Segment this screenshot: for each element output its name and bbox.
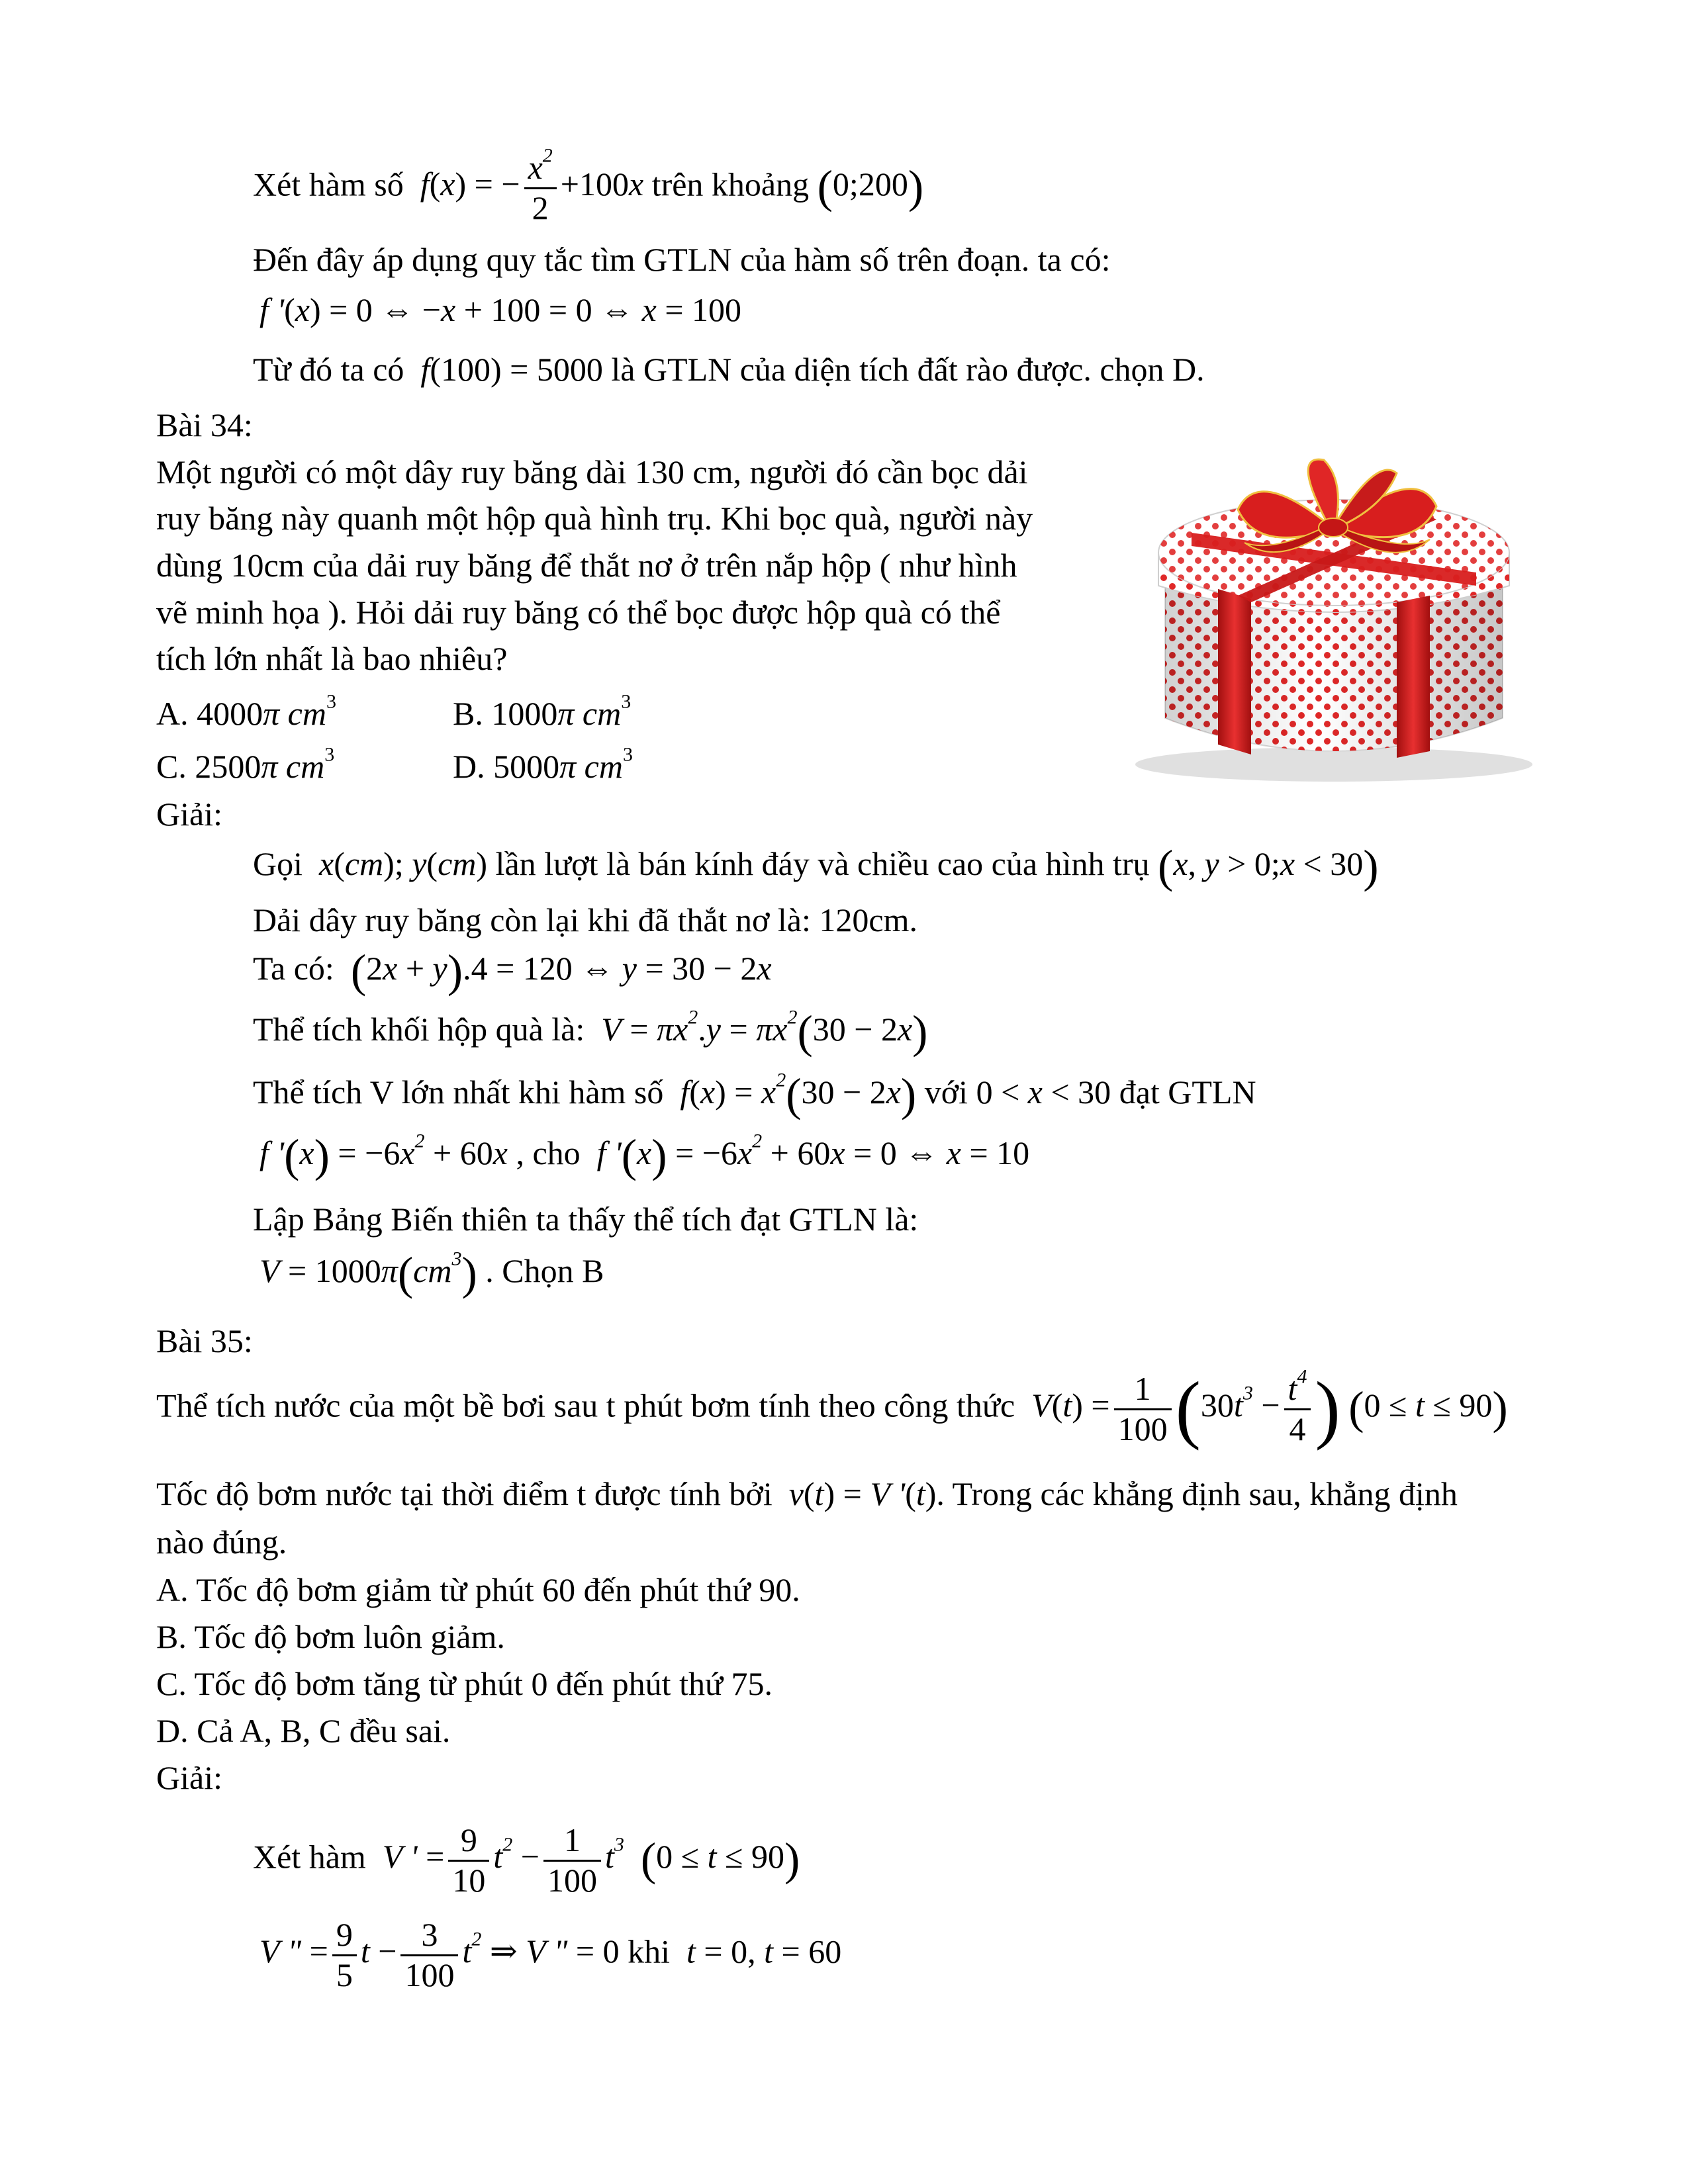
option-d: D. 5000π $cm^3$ [453,743,633,785]
bai35-problem-line-1: Thể tích nước của một bề bơi sau t phút bơm tính theo công thức V(t) = $\frac{1}{100}$ ($30t^3$ − $\frac{t^4}{4}$ ) (0 ≤ t ≤ 90) [156,1365,1508,1451]
bai35-title: Bài 35: [156,1322,253,1359]
formula: $f(x) = x^2(30 - 2x)$ [671,1069,917,1121]
bai35-giai-label: Giải: [156,1759,222,1796]
intro-line-4: Từ đó ta có f(100) = 5000 là GTLN của diện tích đất rào được. chọn D. [253,351,1205,388]
formula: v(t) = V '(t) [780,1475,937,1512]
solution-line-6: f '$(x) = -6x^2 + 60x$ , cho f '$(x) = -6x^2 + 60x = 0$ ⇔ x = 10 [259,1130,1030,1182]
option-c: C. 2500π $cm^3$ [156,743,335,785]
solution-line-5: Thể tích V lớn nhất khi hàm số $f(x) = x^2(30 - 2x)$ với 0 < x < 30 đạt GTLN [253,1069,1256,1121]
bai34-problem-line: vẽ minh họa ). Hỏi dải ruy băng có thể bọc được hộp quà có thể [156,594,1001,631]
solution-line-4: Thể tích khối hộp quà là: $V = \pi x^2.y = \pi x^2(30 - 2x)$ [253,1006,928,1058]
bai34-giai-label: Giải: [156,796,222,833]
bai34-problem-line: tích lớn nhất là bao nhiêu? [156,640,508,677]
option-b: B. 1000π $cm^3$ [453,690,632,732]
bai35-option-b: B. Tốc độ bơm luôn giảm. [156,1618,505,1655]
bai35-problem-line-3: nào đúng. [156,1524,287,1561]
formula: f(100) = 5000 [412,351,603,388]
bai35-option-c: C. Tốc độ bơm tăng từ phút 0 đến phút thứ 75. [156,1665,773,1702]
formula: V " = $\frac{9}{5}$ t − $\frac{3}{100}$ $t^2$ ⇒ V " = 0 [259,1916,628,1993]
bai34-problem-line: ruy băng này quanh một hộp quà hình trụ. Khi bọc quà, người này [156,500,1033,537]
formula: (0;200) [817,162,924,213]
option-a: A. 4000π $cm^3$ [156,690,336,732]
formula: f '$(x) = -6x^2 + 60x$ [259,1130,508,1182]
formula: $V = 1000\pi(cm^3)$ [259,1248,477,1300]
formula: f(x) = − $\frac{x^2}{2}$ +100x [412,144,644,226]
bai34-title: Bài 34: [156,406,253,443]
bai35-solution-line-1: Xét hàm V ' = $\frac{9}{10}$ $t^2$ − $\frac{1}{100}$ $t^3$ (0 ≤ t ≤ 90) [253,1821,800,1899]
bai35-solution-line-2: V " = $\frac{9}{5}$ t − $\frac{3}{100}$ $t^2$ ⇒ V " = 0 khi t = 0, t = 60 [259,1916,842,1993]
solution-line-8: $V = 1000\pi(cm^3)$ . Chọn B [259,1248,604,1300]
intro-line-1: Xét hàm số f(x) = − $\frac{x^2}{2}$ +100x trên khoảng (0;200) [253,144,924,226]
gift-box-illustration [1125,453,1542,784]
bai34-problem-line: dùng 10cm của dải ruy băng để thắt nơ ở trên nắp hộp ( như hình [156,547,1017,584]
bai35-problem-line-2: Tốc độ bơm nước tại thời điểm t được tính bởi v(t) = V '(t). Trong các khẳng định sau, khẳng định [156,1475,1458,1512]
solution-line-1: Gọi x(cm); y(cm) lần lượt là bán kính đáy và chiều cao của hình trụ (x, y > 0;x < 30) [253,841,1379,893]
formula: V(t) = $\frac{1}{100}$ ($30t^3$ − $\frac{t^4}{4}$ ) (0 ≤ t ≤ 90) [1023,1365,1508,1451]
solution-line-3: Ta có: (2x + y).4 = 120 ⇔ y = 30 − 2x [253,946,772,997]
intro-line-2: Đến đây áp dụng quy tắc tìm GTLN của hàm số trên đoạn. ta có: [253,241,1111,278]
formula: t = 0, t = 60 [678,1933,842,1970]
formula: (2x + y).4 = 120 ⇔ y = 30 − 2x [350,946,772,997]
formula: $V = \pi x^2.y = \pi x^2(30 - 2x)$ [592,1006,928,1058]
formula: (x, y > 0;x < 30) [1158,841,1379,893]
solution-line-2: Dải dây ruy băng còn lại khi đã thắt nơ là: 120cm. [253,901,917,938]
formula: f '(x) = 0 ⇔ −x + 100 = 0 ⇔ x = 100 [259,291,742,328]
formula: 0 < x < 30 [976,1073,1111,1111]
bai35-option-a: A. Tốc độ bơm giảm từ phút 60 đến phút thứ 90. [156,1571,800,1608]
formula: V ' = $\frac{9}{10}$ $t^2$ − $\frac{1}{100}$ $t^3$ (0 ≤ t ≤ 90) [374,1821,800,1899]
formula: f '$(x) = -6x^2 + 60x = 0$ ⇔ x = 10 [588,1130,1030,1182]
solution-line-7: Lập Bảng Biến thiên ta thấy thể tích đạt GTLN là: [253,1201,919,1238]
bai34-problem-line: Một người có một dây ruy băng dài 130 cm, người đó cần bọc dải [156,453,1028,490]
formula: x(cm); y(cm) [310,845,488,882]
bai35-option-d: D. Cả A, B, C đều sai. [156,1712,451,1749]
